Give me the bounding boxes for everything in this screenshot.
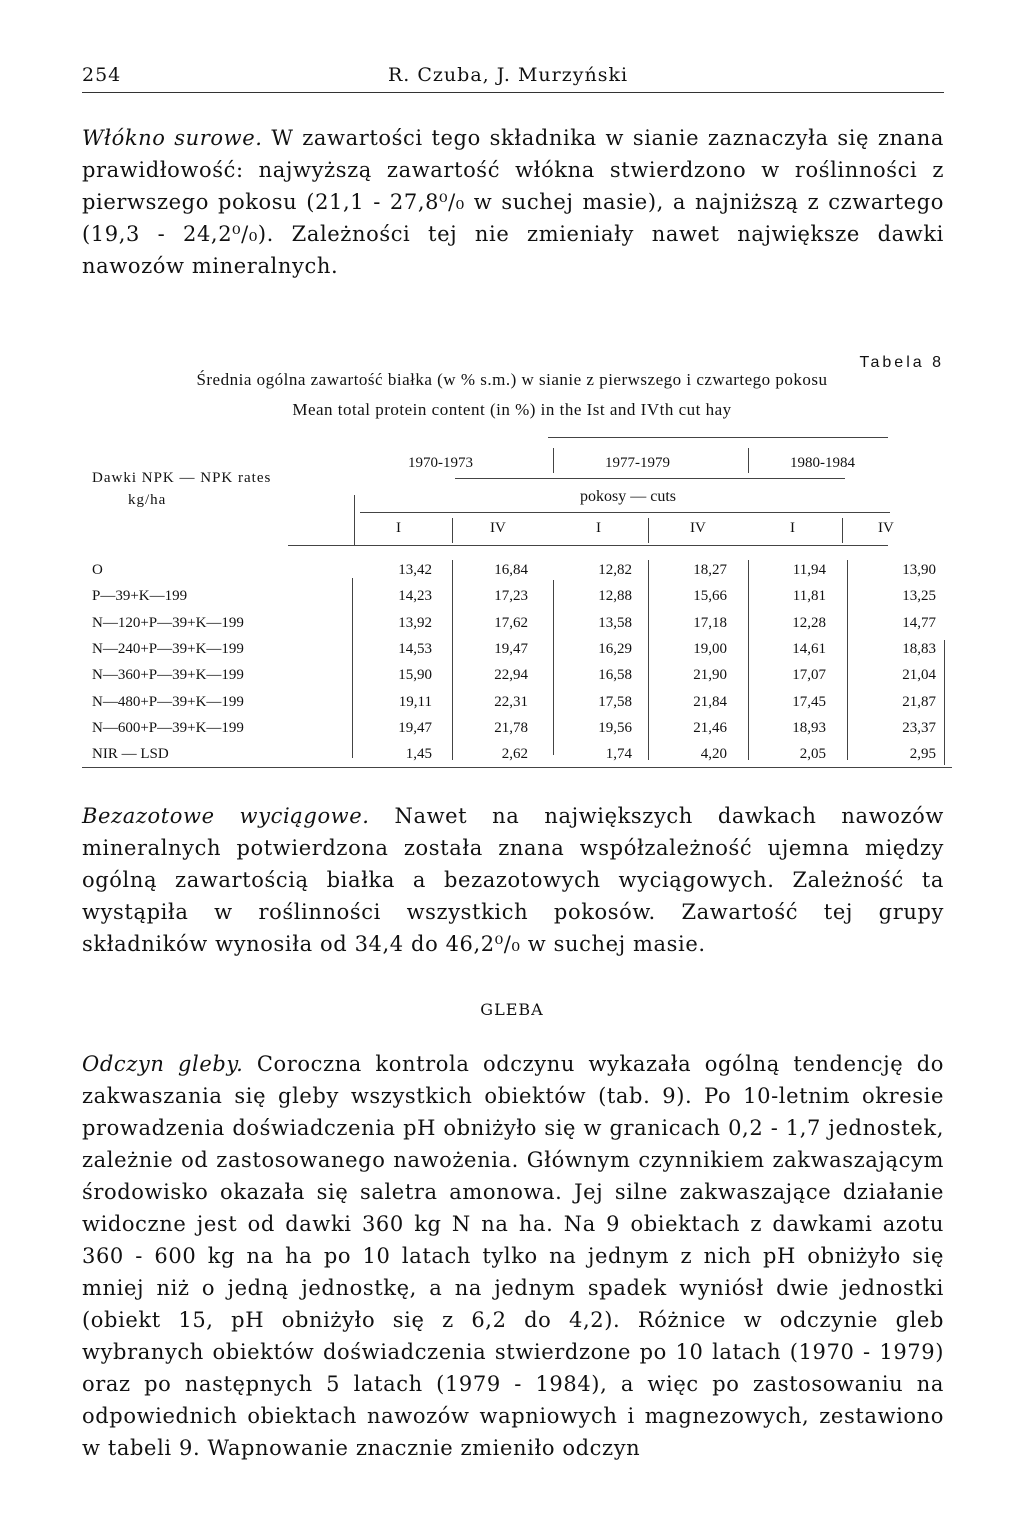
cuts-header: pokosy — cuts xyxy=(580,488,676,505)
table-vline xyxy=(352,578,353,758)
table-vline xyxy=(748,560,749,760)
paragraph-nitrogen-free xyxy=(82,800,944,960)
table-cell: 18,93 xyxy=(792,720,826,736)
table-cell: 17,45 xyxy=(792,694,826,710)
table-cell: 14,23 xyxy=(398,588,432,604)
table-cell: 23,37 xyxy=(902,720,936,736)
table-vline xyxy=(944,640,945,765)
table-vline xyxy=(452,518,453,543)
table-cell: 21,78 xyxy=(494,720,528,736)
table-cell: 17,58 xyxy=(598,694,632,710)
table-cell: 19,47 xyxy=(398,720,432,736)
row-label: N—360+P—39+K—199 xyxy=(92,667,244,683)
table-cell: 13,42 xyxy=(398,562,432,578)
row-label: O xyxy=(92,562,103,578)
table-cell: 11,81 xyxy=(792,588,826,604)
table-cell: 2,62 xyxy=(501,746,528,762)
table-cell: 21,04 xyxy=(902,667,936,683)
table-rule-bottom xyxy=(82,767,952,768)
paragraph-text: Coroczna kontrola odczynu wykazała ogólną tendencję do zakwaszania się gleby wszystkich obiektów (tab. 9). Po 10-letnim okresie prowadzenia doświadczenia pH obniżyło się w granicach 0,2 - 1,7 jednostek, zależnie od zastosowanego nawożenia. Głównym czynnikiem zakwaszającym środowisko okazała się saletra amonowa. Jej silne zakwaszające działanie widoczne jest od dawki 360 kg N na ha. Na 9 obiektach z dawkami azotu 360 - 600 kg na ha po 10 latach tylko na jednym z nich pH obniżyło się mniej niż o jedną jednostkę, a na jednym spadek wyniósł dwie jednostki (obiekt 15, pH obniżyło się z 6,2 do 4,2). Różnice w odczynie gleb wybranych obiektów doświadczenia stwierdzone po 10 latach (1970 - 1979) oraz po następnych 5 latach (1979 - 1984), a więc po zastosowaniu na odpowiednich obiektach nawozów wapniowych i magnezowych, zestawiono w tabeli 9. Wapnowanie znacznie zmieniło odczyn xyxy=(82,1052,945,1460)
table-cell: 19,00 xyxy=(693,641,727,657)
table-cell: 12,82 xyxy=(598,562,632,578)
cut-header: I xyxy=(396,520,401,536)
paragraph-lead: Bezazotowe wyciągowe. xyxy=(82,804,370,828)
table-cell: 17,18 xyxy=(693,615,727,631)
table-cell: 14,61 xyxy=(792,641,826,657)
table-cell: 12,28 xyxy=(792,615,826,631)
table-cell: 21,46 xyxy=(693,720,727,736)
table-cell: 22,31 xyxy=(494,694,528,710)
table-cell: 13,92 xyxy=(398,615,432,631)
running-title: R. Czuba, J. Murzyński xyxy=(388,64,629,86)
paragraph-text: Nawet na największych dawkach nawozów mineralnych potwierdzona została znana współzależność ujemna między ogólną zawartością białka a bezazotowych wyciągowych. Zależność ta wystąpiła w roślinności wszystkich pokosów. Zawartość tej grupy składników wynosiła od 34,4 do 46,2⁰/₀ w suchej masie. xyxy=(82,804,944,956)
cut-header: IV xyxy=(878,520,894,536)
table-cell: 22,94 xyxy=(494,667,528,683)
table-cell: 16,84 xyxy=(494,562,528,578)
table-cell: 13,90 xyxy=(902,562,936,578)
table-cell: 14,53 xyxy=(398,641,432,657)
cut-header: IV xyxy=(490,520,506,536)
table-vline xyxy=(847,560,848,760)
paragraph-lead: Odczyn gleby. xyxy=(82,1052,244,1076)
table-caption-pl: Średnia ogólna zawartość białka (w % s.m.) w sianie z pierwszego i czwartego pokosu xyxy=(196,370,828,389)
table-cell: 4,20 xyxy=(700,746,727,762)
row-label: N—120+P—39+K—199 xyxy=(92,615,244,631)
table-cell: 11,94 xyxy=(792,562,826,578)
row-label: N—480+P—39+K—199 xyxy=(92,694,244,710)
table-vline xyxy=(553,580,554,755)
table-rule-periods xyxy=(455,478,845,479)
table-vline xyxy=(648,560,649,760)
table-cell: 15,66 xyxy=(693,588,727,604)
table-cell: 16,29 xyxy=(598,641,632,657)
table-vline xyxy=(842,518,843,543)
table-vline xyxy=(354,495,355,545)
cut-header: I xyxy=(596,520,601,536)
table-cell: 18,83 xyxy=(902,641,936,657)
table-cell: 1,45 xyxy=(405,746,432,762)
table-cell: 19,11 xyxy=(398,694,432,710)
row-label: P—39+K—199 xyxy=(92,588,188,604)
period-header: 1970-1973 xyxy=(408,455,473,471)
section-heading: GLEBA xyxy=(480,1000,544,1019)
table-cell: 21,90 xyxy=(693,667,727,683)
cut-header: I xyxy=(790,520,795,536)
period-header: 1980-1984 xyxy=(790,455,855,471)
period-header: 1977-1979 xyxy=(605,455,670,471)
table-rule-head xyxy=(288,545,888,546)
paragraph-soil-reaction xyxy=(82,1048,944,1464)
table-cell: 2,95 xyxy=(909,746,936,762)
row-label: NIR — LSD xyxy=(92,746,169,762)
table-cell: 19,47 xyxy=(494,641,528,657)
table-cell: 16,58 xyxy=(598,667,632,683)
table-cell: 13,58 xyxy=(598,615,632,631)
cut-header: IV xyxy=(690,520,706,536)
paragraph-lead: Włókno surowe. xyxy=(82,126,263,150)
table-vline xyxy=(648,518,649,543)
table-cell: 13,25 xyxy=(902,588,936,604)
row-label: N—240+P—39+K—199 xyxy=(92,641,244,657)
table-vline xyxy=(553,448,554,473)
table-cell: 17,62 xyxy=(494,615,528,631)
table-cell: 21,87 xyxy=(902,694,936,710)
table-cell: 17,07 xyxy=(792,667,826,683)
table-cell: 1,74 xyxy=(605,746,632,762)
table-cell: 2,05 xyxy=(799,746,826,762)
table-cell: 14,77 xyxy=(902,615,936,631)
table-rule-cuts xyxy=(360,512,890,513)
page-number: 254 xyxy=(82,64,122,86)
table-cell: 15,90 xyxy=(398,667,432,683)
row-label: N—600+P—39+K—199 xyxy=(92,720,244,736)
table-rule-top xyxy=(548,437,888,438)
paragraph-text: W zawartości tego składnika w sianie zaznaczyła się znana prawidłowość: najwyższą zawartość włókna stwierdzono w roślinności z pierwszego pokosu (21,1 - 27,8⁰/₀ w suchej masie), a najniższą z czwartego (19,3 - 24,2⁰/₀). Zależności tej nie zmieniały nawet największe dawki nawozów mineralnych. xyxy=(82,126,944,278)
table-cell: 12,88 xyxy=(598,588,632,604)
stub-header-unit: kg/ha xyxy=(128,492,167,508)
stub-header: Dawki NPK — NPK rates xyxy=(92,470,272,486)
table-label: Tabela 8 xyxy=(859,354,944,371)
table-cell: 17,23 xyxy=(494,588,528,604)
table-cell: 18,27 xyxy=(693,562,727,578)
table-vline xyxy=(452,560,453,760)
table-vline xyxy=(748,448,749,473)
table-cell: 21,84 xyxy=(693,694,727,710)
table-caption-en: Mean total protein content (in %) in the Ist and IVth cut hay xyxy=(292,400,732,419)
table-cell: 19,56 xyxy=(598,720,632,736)
